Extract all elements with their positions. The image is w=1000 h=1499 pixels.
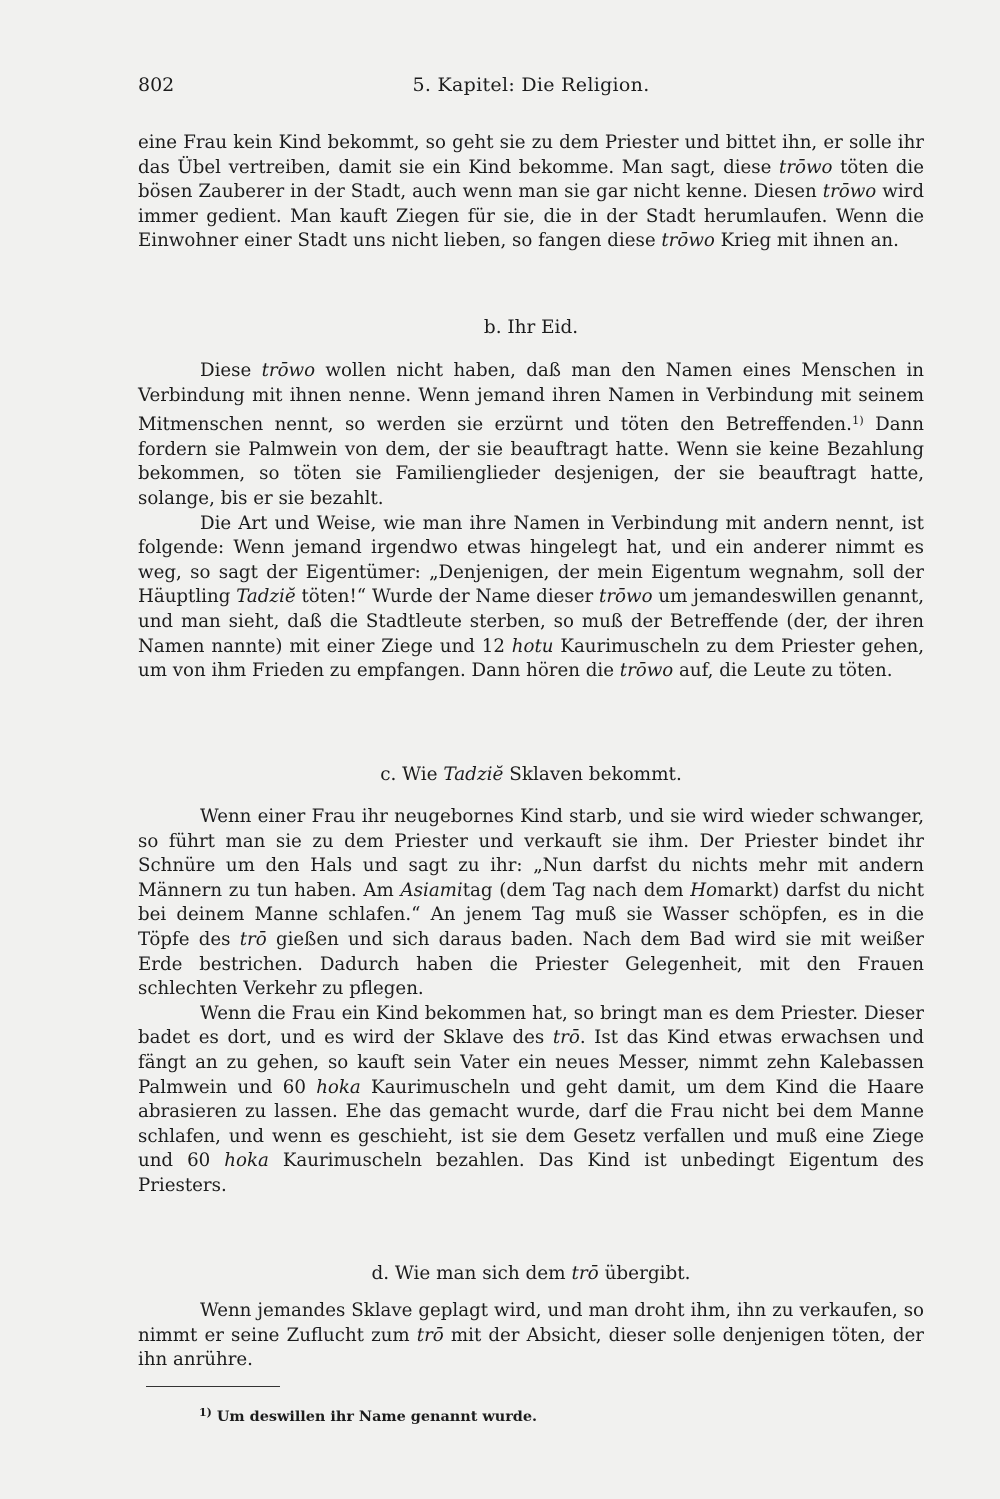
- italic-term: trō: [239, 928, 267, 950]
- running-header: [138, 74, 924, 104]
- italic-term: Tadziĕ: [236, 586, 296, 608]
- text-run: Dann fordern sie Palmwein von dem, der sie beauftragt hatte. Wenn sie keine Bezahlung bekommen, so töten sie Familienglieder desjenigen, der sie beauftragt hatte, solange, bis er sie bezahlt.: [138, 414, 924, 509]
- italic-term: trōwo: [619, 660, 674, 682]
- text-run: wird immer gedient. Man kauft Ziegen für sie, die in der Stadt herumlaufen. Wenn die Einwohner einer Stadt uns nicht lieben, so fangen diese: [138, 181, 924, 252]
- section-c-text: [138, 805, 924, 1199]
- text-run: Krieg mit ihnen an.: [714, 230, 899, 252]
- italic-term: Ho: [690, 879, 717, 901]
- footnote-text: Um deswillen ihr Name genannt wurde.: [216, 1408, 538, 1425]
- text-run: Wenn die Frau ein Kind bekommen hat, so bringt man es dem Priester. Dieser badet es dort, und es wird der Sklave des: [138, 1002, 924, 1049]
- intro-text: [138, 131, 924, 254]
- section-d-heading: [138, 1262, 924, 1286]
- italic-term: hoka: [224, 1150, 269, 1172]
- text-run: Kaurimuscheln zu dem Priester gehen, um von ihm Frieden zu empfangen. Dann hören die: [138, 635, 924, 682]
- text-run: Wenn einer Frau ihr neugebornes Kind starb, und sie wird wieder schwanger, so führt man sie zu dem Priester und verkauft sie ihm. Der Priester bindet ihr Schnüre um den Hals und sagt zu ihr: „Nun darfst du nichts mehr mit andern Männern zu tun haben. Am: [138, 806, 924, 901]
- text-run: um jemandeswillen genannt, und man sieht, daß die Stadtleute sterben, so muß der Betreffende (der, der ihren Namen nannte) mit einer Ziege und 12: [138, 586, 924, 657]
- text-run: Sklaven bekommt.: [503, 764, 682, 785]
- paragraph: [138, 512, 924, 684]
- italic-term: trō: [416, 1324, 444, 1346]
- text-run: . Ist das Kind etwas erwachsen und fängt an zu gehen, so kauft sein Vater ein neues Messer, nimmt zehn Kalebassen Palmwein und 60: [138, 1027, 924, 1098]
- italic-term: trōwo: [779, 156, 833, 178]
- text-run: töten!“ Wurde der Name dieser: [295, 586, 600, 608]
- text-run: auf, die Leute zu töten.: [673, 660, 893, 682]
- text-run: töten die bösen Zauberer in der Stadt, auch wenn man sie gar nicht kenne. Diesen: [138, 156, 924, 203]
- text-run: tag (dem Tag nach dem: [462, 879, 691, 901]
- italic-term: Tadziĕ: [443, 764, 504, 785]
- section-d-text: [138, 1299, 924, 1373]
- section-b-text: [138, 359, 924, 684]
- paragraph: [138, 805, 924, 1002]
- footnote: [199, 1404, 537, 1426]
- italic-term: Asiami: [400, 879, 463, 901]
- text-run: wollen nicht haben, daß man den Namen eines Menschen in Verbindung mit ihnen nenne. Wenn jemand ihren Namen in Verbindung mit seinem Mitmenschen nennt, so werden sie erzürnt und töten den Betreffenden.: [138, 360, 924, 436]
- paragraph: [138, 1299, 924, 1373]
- paragraph: [138, 131, 924, 254]
- text-run: übergibt.: [598, 1263, 691, 1284]
- text-run: b. Ihr Eid.: [483, 317, 579, 338]
- section-c-heading: [138, 763, 924, 787]
- footnote-reference: 1): [851, 413, 864, 428]
- paragraph: [138, 1002, 924, 1199]
- italic-term: trōwo: [261, 360, 316, 381]
- text-run: Kaurimuscheln und geht damit, um dem Kind die Haare abrasieren zu lassen. Ehe das gemacht wurde, darf die Frau nicht bei dem Manne schlafen, und wenn es geschieht, ist sie dem Gesetz verfallen und muß eine Ziege und 60: [138, 1076, 924, 1172]
- text-run: Die Art und Weise, wie man ihre Namen in Verbindung mit andern nennt, ist folgende: Wenn jemand irgendwo etwas hingelegt hat, und ein anderer nimmt es weg, so sagt der Eigentümer: „Denjenigen, der mein Eigentum wegnahm, soll der Häuptling: [138, 512, 924, 608]
- italic-term: trō: [552, 1027, 580, 1049]
- text-run: mit der Absicht, dieser solle denjenigen töten, der ihn anrühre.: [138, 1324, 924, 1371]
- running-title: 5. Kapitel: Die Religion.: [412, 74, 650, 96]
- text-run: markt) darfst du nicht bei deinem Manne schlafen.“ An jenem Tag muß sie Wasser schöpfen, es in die Töpfe des: [138, 879, 925, 950]
- italic-term: hoka: [316, 1076, 361, 1098]
- text-run: Wenn jemandes Sklave geplagt wird, und man droht ihm, ihn zu verkaufen, so nimmt er seine Zuflucht zum: [138, 1300, 924, 1346]
- italic-term: trōwo: [661, 230, 715, 252]
- footnote-divider: [146, 1386, 280, 1387]
- paragraph: [138, 359, 924, 512]
- section-b-heading: [138, 316, 924, 340]
- italic-term: trōwo: [599, 586, 653, 608]
- text-run: Diese: [200, 360, 262, 381]
- text-run: Kaurimuscheln bezahlen. Das Kind ist unbedingt Eigentum des Priesters.: [138, 1150, 924, 1196]
- text-run: eine Frau kein Kind bekommt, so geht sie zu dem Priester und bittet ihn, er solle ihr das Übel vertreiben, damit sie ein Kind bekomme. Man sagt, diese: [138, 132, 924, 178]
- page-number: 802: [138, 74, 175, 96]
- italic-term: hotu: [511, 635, 554, 657]
- text-run: d. Wie man sich dem: [371, 1263, 572, 1284]
- text-run: c. Wie: [380, 764, 444, 785]
- italic-term: trō: [571, 1263, 599, 1284]
- text-run: gießen und sich daraus baden. Nach dem Bad wird sie mit weißer Erde bestrichen. Dadurch haben die Priester Gelegenheit, mit den Frauen schlechten Verkehr zu pflegen.: [138, 928, 924, 1000]
- italic-term: trōwo: [822, 181, 877, 203]
- footnote-marker: 1): [199, 1406, 212, 1419]
